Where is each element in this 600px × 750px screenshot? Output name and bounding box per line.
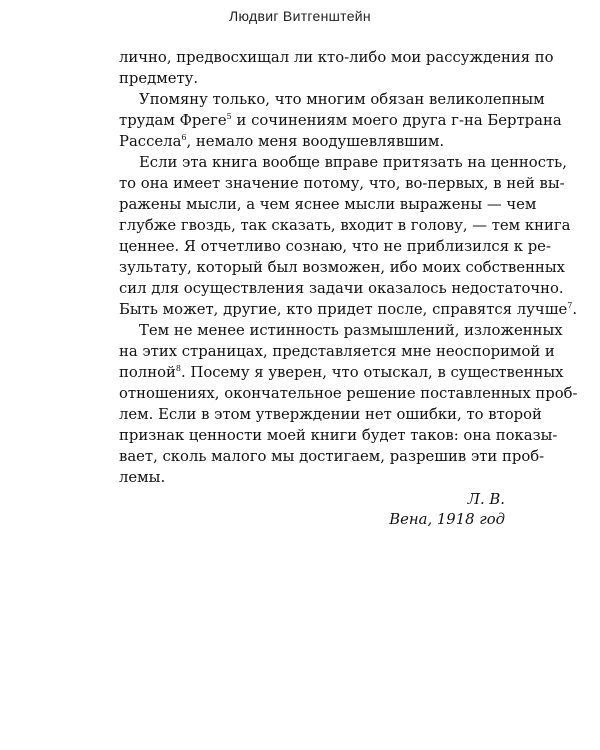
text-line: признак ценности моей книги будет таков: она показы- xyxy=(119,427,558,444)
text-line: полной$^8$. Посему я уверен, что отыскал, в существенных xyxy=(119,364,564,381)
footnote-reference[interactable]: 8 xyxy=(175,364,181,373)
text-line: ценнее. Я отчетливо сознаю, что не приблизился к ре- xyxy=(119,238,551,255)
text-line: отношениях, окончательное решение поставленных проб- xyxy=(119,385,578,402)
text-line: предмету. xyxy=(119,70,199,87)
text-line: лемы. xyxy=(119,469,166,486)
text-line: то она имеет значение потому, что, во-первых, в ней вы- xyxy=(119,175,565,192)
paragraph xyxy=(119,89,562,152)
text-line: Если эта книга вообще вправе притязать на ценность, xyxy=(139,154,567,171)
text-line: сил для осуществления задачи оказалось недостаточно. xyxy=(119,280,564,297)
text-line: на этих страницах, представляется мне неоспоримой и xyxy=(119,343,555,360)
text-line: Упомяну только, что многим обязан великолепным xyxy=(139,91,545,108)
paragraph xyxy=(119,320,578,488)
running-head-author: Людвиг Витгенштейн xyxy=(229,8,371,24)
signature-initials: Л. В. xyxy=(467,491,505,508)
text-line: Тем не менее истинность размышлений, изложенных xyxy=(139,322,563,339)
text-line: вает, сколь малого мы достигаем, разрешив эти проб- xyxy=(119,448,545,465)
text-line: глубже гвоздь, так сказать, входит в голову, — тем книга xyxy=(119,217,571,234)
signature-place-date: Вена, 1918 год xyxy=(389,511,505,528)
text-line: трудам Фреге$^5$ и сочинениям моего друга г-на Бертрана xyxy=(119,112,562,129)
text-line: Быть может, другие, кто придет после, справятся лучше$^7$. xyxy=(119,301,578,318)
paragraph xyxy=(119,152,578,320)
footnote-reference[interactable]: 5 xyxy=(226,112,232,121)
text-line: лично, предвосхищал ли кто-либо мои рассуждения по xyxy=(119,49,554,66)
text-line: ражены мысли, а чем яснее мысли выражены — чем xyxy=(119,196,537,213)
text-line: Рассела$^6$, немало меня воодушевлявшим. xyxy=(119,133,445,150)
footnote-reference[interactable]: 7 xyxy=(567,301,573,310)
paragraph xyxy=(119,47,554,89)
body-text xyxy=(119,47,578,530)
text-line: лем. Если в этом утверждении нет ошибки, то второй xyxy=(119,406,542,423)
text-line: зультату, который был возможен, ибо моих собственных xyxy=(119,259,565,276)
footnote-reference[interactable]: 6 xyxy=(181,133,187,142)
